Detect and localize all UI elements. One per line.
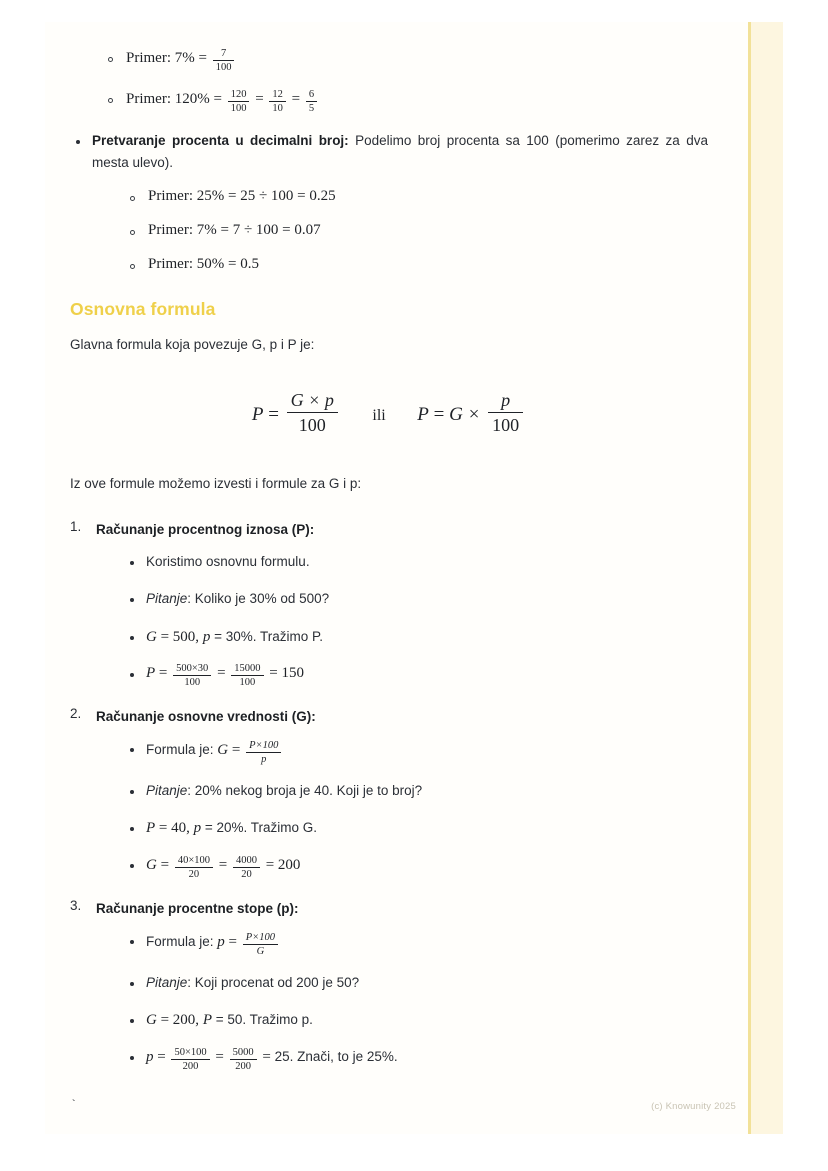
given-var: P [146,820,156,837]
fraction [213,48,235,73]
fraction-numerator: G × p [287,390,338,413]
given-var: p [193,820,202,837]
list-item [126,738,708,765]
calculation: P = $\frac{500\times 30}{100}$ = $\frac{15000}{100}$ = 150 [146,662,304,688]
calculation: p = $\frac{50\times 100}{200}$ = $\frac{5000}{200}$ = 25. Znači, to je 25%. [146,1046,398,1072]
item-title: Računanje osnovne vrednosti (G): [96,708,316,724]
list-item [70,130,708,273]
equals-sign: = [268,403,279,425]
item-title: Računanje procentnog iznosa (P): [96,521,315,537]
formula-lead: Formula je: [146,742,214,758]
equals-sign: = [255,91,264,108]
circle-bullet-icon [130,230,135,235]
list-item [70,898,708,1072]
formula-derivation-list [70,519,708,1072]
fraction-denominator: 10 [272,103,283,115]
dot-bullet-icon [130,598,134,602]
given-var: P [202,1011,212,1028]
derive-text: Iz ove formule možemo izvesti i formule za G i p: [70,476,362,492]
fraction-denominator: 100 [492,415,520,436]
calculation: G = $\frac{40\times 100}{20}$ = $\frac{4000}{20}$ = 200 [146,854,301,880]
bullet-text [146,629,323,645]
fraction-numerator: 500×30 [173,663,211,676]
list-item [126,663,708,688]
list-item [104,48,708,73]
bullet-text: Koristimo osnovnu formulu. [146,554,310,570]
given-value: = 500, [156,628,203,645]
fraction-denominator: 200 [182,1060,199,1072]
fraction-numerator: 50×100 [171,1047,209,1060]
fraction [243,932,278,957]
bullet-text [146,783,422,798]
sub-bullet-list [96,930,708,1072]
question-label: Pitanje [146,974,188,990]
given-value: = 30%. Tražimo P. [210,628,323,644]
decimal-conversion-list [70,130,708,273]
decimal-conversion-paragraph [92,130,708,173]
bullet-text [146,591,329,606]
circle-bullet-icon [108,57,113,62]
sub-bullet-list [96,551,708,688]
given-var: G [146,1011,157,1028]
fraction [171,1047,209,1072]
fraction-denominator: p [261,754,267,765]
fraction [306,89,317,114]
question-text: : Koliko je 30% od 500? [187,591,330,607]
fraction [246,740,281,765]
fraction [269,89,286,114]
fraction [175,855,213,880]
fraction-numerator: 4000 [233,855,260,868]
dot-bullet-icon [130,982,134,986]
list-item [126,817,708,839]
bullet-text [146,975,359,990]
fraction-denominator: 100 [298,415,326,436]
list-item [104,89,708,114]
formula-right-lead: G × [449,403,481,425]
list-number: 2 . [70,706,81,721]
list-item [126,1009,708,1031]
given-value: = 50. Tražimo p. [211,1011,313,1027]
fraction-denominator: 100 [184,676,201,688]
fraction-numerator: 40×100 [175,855,213,868]
copyright-footer: (c) Knowunity 2025 [651,1101,736,1112]
fraction-denominator: 20 [188,868,200,880]
example-text: Primer: 50% = 0.5 [148,256,259,273]
fraction-numerator: p [488,390,523,413]
formula-left-var: P [251,403,264,425]
list-item [126,626,708,648]
calc-var: P [146,665,156,682]
example-text: Primer: 120% = $\frac{120}{100}$ = $\frac{12}{10}$ = $\frac{6}{5}$ [126,91,319,107]
list-item [126,588,708,610]
equals-sign: = [433,403,445,425]
list-item [126,221,708,239]
fraction [173,663,211,688]
dot-bullet-icon [130,673,134,677]
fraction-denominator: 100 [239,676,256,688]
fraction [233,855,260,880]
fraction [231,663,263,688]
term-label: Pretvaranje procenta u decimalni broj: [92,133,349,149]
page-right-margin-strip [748,22,783,1134]
calc-var: G [146,856,157,873]
question-label: Pitanje [146,783,188,799]
inline-formula: G = $\frac{P\times 100}{p}$ [217,742,283,758]
circle-bullet-icon [130,196,135,201]
fraction [287,390,338,435]
page-title: Osnovna formula [70,299,216,320]
bullet-text [146,1012,313,1028]
fraction-numerator: 120 [228,89,250,102]
dot-bullet-icon [130,790,134,794]
section-intro: Glavna formula koja povezuje G, p i P je: [70,337,315,353]
sub-bullet-list [96,738,708,879]
list-item [70,706,708,880]
circle-bullet-icon [130,264,135,269]
list-number: 1 . [70,519,81,534]
fraction-denominator: 20 [241,868,252,880]
top-example-list [70,48,708,114]
calc-result: 200 [277,856,301,873]
dot-bullet-icon [76,140,80,144]
dot-bullet-icon [130,748,134,752]
list-item [126,780,708,802]
list-item [126,972,708,994]
question-text: : 20% nekog broja je 40. Koji je to broj? [187,783,423,799]
calc-result: 150 [281,665,304,682]
given-value: = 40, [155,820,194,837]
question-label: Pitanje [146,591,188,607]
fraction-denominator: 100 [215,62,232,74]
fraction-numerator: P×100 [246,740,281,753]
formula-right-var: P [417,403,429,425]
item-title: Računanje procentne stope (p): [96,900,299,916]
question-text: : Koji procenat od 200 je 50? [187,974,360,990]
decimal-examples-list [92,187,708,273]
list-number: 3 . [70,898,81,913]
given-value: = 20%. Tražimo G. [201,820,318,836]
fraction-denominator: 200 [235,1060,251,1072]
list-item [126,855,708,880]
term-description: Podelimo broj procenta sa 100 (pomerimo zarez za dva mesta ulevo). [92,133,708,170]
equals-sign: = [291,91,301,108]
bullet-text [146,739,283,765]
dot-bullet-icon [130,561,134,565]
fraction [230,1047,257,1072]
formula-var: p [217,933,225,950]
bullet-text [146,931,280,957]
page-content [45,22,748,1134]
list-item [126,551,708,573]
document-page [45,22,783,1134]
main-formula [70,390,708,435]
fraction-numerator: 5000 [230,1047,257,1060]
stray-backtick: ` [70,1098,78,1112]
fraction-numerator: 15000 [231,663,263,676]
formula-lead: Formula je: [146,933,214,949]
dot-bullet-icon [130,940,134,944]
bullet-text [146,820,317,836]
inline-formula: p = $\frac{P\times 100}{G}$ [217,934,280,950]
fraction-numerator: 12 [269,89,286,102]
dot-bullet-icon [130,827,134,831]
given-var: G [146,628,157,645]
fraction [488,390,523,435]
list-item [70,519,708,688]
fraction-denominator: G [256,945,265,957]
list-item [126,1046,708,1072]
dot-bullet-icon [130,636,134,640]
formula-var: G [217,742,229,759]
fraction-denominator: 100 [230,103,247,115]
list-item [126,187,708,205]
fraction-numerator: P×100 [243,932,278,945]
dot-bullet-icon [130,1056,134,1060]
dot-bullet-icon [130,864,134,868]
calc-result: 25. Znači, to je 25%. [274,1049,398,1065]
fraction-numerator: 7 [213,48,235,61]
list-item [126,255,708,273]
given-value: = 200, [156,1011,203,1028]
example-text: Primer: 7% = 7 ÷ 100 = 0.07 [148,222,321,239]
fraction-denominator: 5 [308,103,315,115]
list-item [126,930,708,957]
fraction [228,89,250,114]
circle-bullet-icon [108,98,113,103]
given-var: p [202,628,211,645]
calc-var: p [146,1049,154,1066]
formula-connector: ili [372,406,386,424]
example-text: Primer: 7% = $\frac{7}{100}$ [126,50,236,66]
example-text: Primer: 25% = 25 ÷ 100 = 0.25 [148,188,336,205]
fraction-numerator: 6 [306,89,317,102]
dot-bullet-icon [130,1019,134,1023]
